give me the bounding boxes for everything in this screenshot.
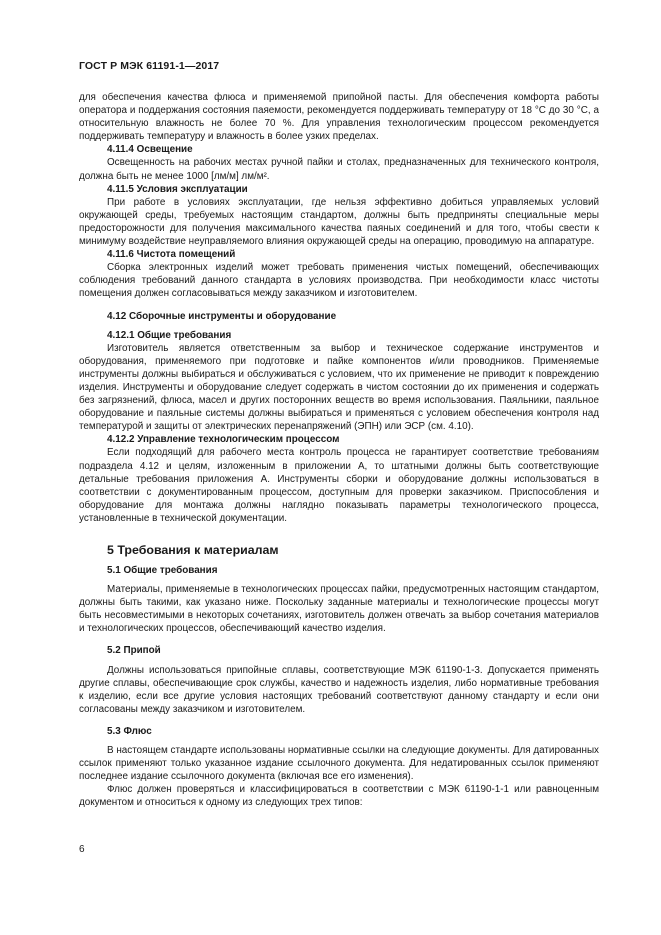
paragraph-5-3-a: В настоящем стандарте использованы нормативные ссылки на следующие документы. Для датированных ссылок применяют только указанное издание ссылочного документа. Для недатированных ссылок применяют последнее издание ссылочного документа (включая все его изменения).	[79, 745, 599, 783]
paragraph-4-11-5: При работе в условиях эксплуатации, где нельзя эффективно добиться управляемых условий окружающей среды, требуемых настоящим стандартом, должны быть предприняты специальные меры предосторожности для получения максимального качества паяных соединений и для того, чтобы свести к минимуму воздействие неуправляемого влияния окружающей среды на операцию, проводимую на аппаратуре.	[79, 196, 599, 248]
page-number: 6	[79, 844, 85, 855]
heading-5-1: 5.1 Общие требования	[107, 565, 218, 576]
paragraph-4-12-2: Если подходящий для рабочего места контроль процесса не гарантирует соответствие требованиям подраздела 4.12 и целям, изложенным в приложении А, то штатными должны быть соответствующие детальные требования приложения А. Инструменты сборки и оборудование должны использоваться в соответствии с документированным процессом, доступным для проверки заказчиком. Приспособления и оборудование для монтажа должны наглядно показывать параметры технологического процесса, установленные в технической документации.	[79, 447, 599, 524]
document-body	[79, 91, 599, 810]
heading-4-11-4: 4.11.4 Освещение	[107, 144, 193, 156]
document-header: ГОСТ Р МЭК 61191-1—2017	[79, 60, 220, 72]
heading-5-2: 5.2 Припой	[107, 645, 161, 657]
heading-4-11-6: 4.11.6 Чистота помещений	[107, 249, 236, 261]
paragraph-4-11-3-continuation: для обеспечения качества флюса и применяемой припойной пасты. Для обеспечения комфорта работы оператора и поддержания состояния паяемости, рекомендуется поддерживать температуру от 18 °С до 30 °С, а относительную влажность не более 70 %. Для управления технологическим процессом рекомендуется поддерживать температуру и влажность в более узких пределах.	[79, 92, 599, 143]
heading-section-5: 5 Требования к материалам	[107, 543, 279, 557]
paragraph-4-11-4: Освещенность на рабочих местах ручной пайки и столах, предназначенных для технического контроля, должна быть не менее 1000 [лм/м] лм/м².	[79, 157, 599, 182]
paragraph-5-1: Материалы, применяемые в технологических процессах пайки, предусмотренных настоящим стандартом, должны быть такими, как указано ниже. Поскольку заданные материалы и технологические процессы могут быть несовместимыми в некоторых сочетаниях, изготовитель должен отвечать за выбор сочетания материалов и технологических процессов, обеспечивающий качество изделия.	[79, 584, 599, 635]
heading-4-12-2: 4.12.2 Управление технологическим процессом	[107, 434, 340, 446]
paragraph-4-11-6: Сборка электронных изделий может требовать применения чистых помещений, обеспечивающих соблюдения требований данного стандарта в условиях производства. При необходимости класс чистоты помещения должен согласовываться между заказчиком и изготовителем.	[79, 262, 599, 300]
heading-5-3: 5.3 Флюс	[107, 725, 152, 737]
paragraph-5-2: Должны использоваться припойные сплавы, соответствующие МЭК 61190-1-3. Допускается применять другие сплавы, обеспечивающие срок службы, качество и надежность изделия, либо нормативные требования к изделию, если все другие условия настоящих требований соответствуют данному стандарту и если они согласованы между заказчиком и изготовителем.	[79, 664, 599, 715]
paragraph-5-3-b: Флюс должен проверяться и классифицироваться в соответствии с МЭК 61190-1-1 или равноценным документом и относиться к одному из следующих трех типов:	[79, 784, 599, 809]
heading-4-12-1: 4.12.1 Общие требования	[107, 329, 232, 341]
paragraph-4-12-1: Изготовитель является ответственным за выбор и техническое содержание инструментов и оборудования, применяемого при подготовке и пайке компонентов и/или проводников. Применяемые инструменты должны выбираться и обслуживаться с условием, что их применение не приводит к повреждению изделия. Инструменты и оборудование следует содержать в чистом состоянии до их применения и содержать без загрязнений, флюса, масел и других посторонних веществ во время использования. Паяльники, паяльное оборудование и паяльные системы должны выбираться и применяться с условием обеспечения контроля над температурой и защиты от электрических перенапряжений (ЭПН) или ЭСР (см. 4.10).	[79, 342, 599, 433]
heading-4-12: 4.12 Сборочные инструменты и оборудование	[107, 310, 337, 322]
heading-4-11-5: 4.11.5 Условия эксплуатации	[107, 183, 248, 195]
